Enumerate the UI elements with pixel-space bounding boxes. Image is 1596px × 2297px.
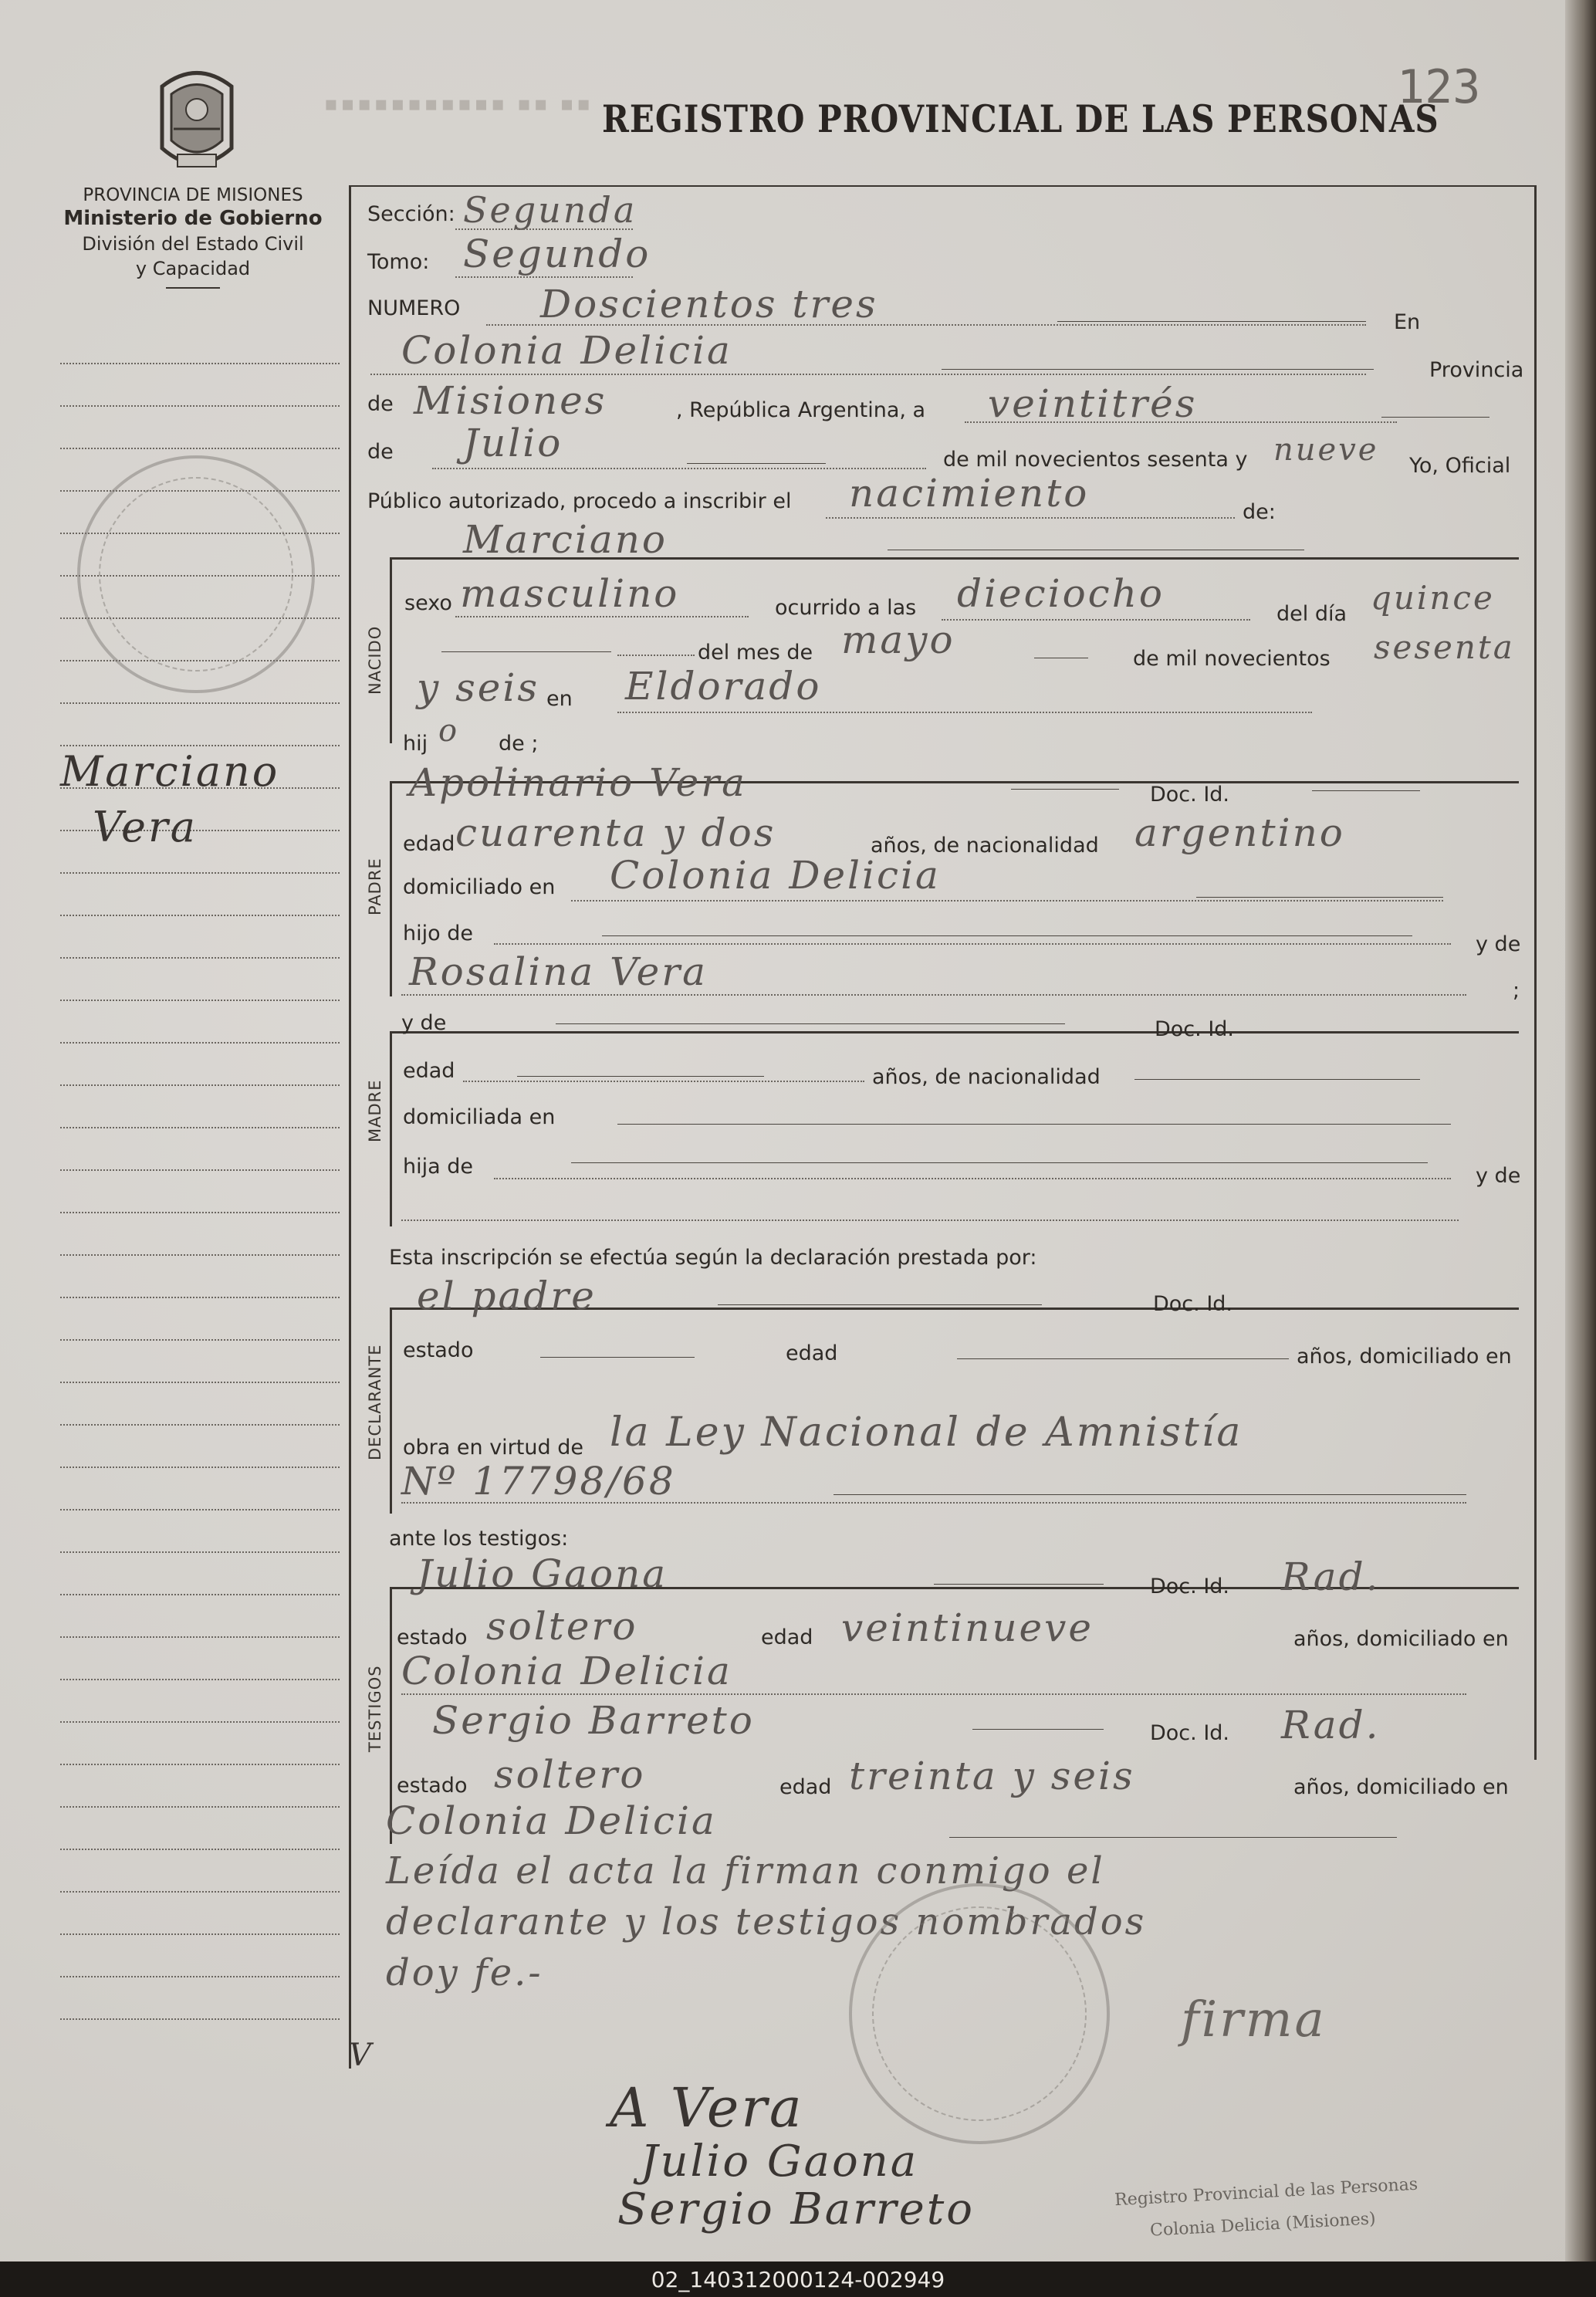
padre-nombre-value: Apolinario Vera [409,760,747,805]
provincia-label: Provincia [1429,358,1524,382]
madre-nac-label: años, de nacionalidad [872,1065,1101,1089]
mes-value: mayo [841,617,955,662]
margin-rule [60,1042,340,1044]
margin-rule [60,1424,340,1426]
madre-bracket [390,1031,1519,1226]
de2-label: de [367,440,394,464]
folio-number: 123 [1397,60,1481,114]
testigo2-domicilio-value: Colonia Delicia [386,1798,717,1843]
side-label-nacido: NACIDO [366,625,384,695]
signature-witness-2: Sergio Barreto [617,2184,975,2234]
testigo2-edad-value: treinta y seis [849,1754,1135,1798]
book-binding-edge [1565,0,1596,2261]
madre-y-de-2-label: y de [1476,1164,1521,1188]
top-border [349,185,1536,187]
margin-rule [60,1891,340,1893]
margin-rule [60,1764,340,1765]
padre-nac-label: años, de nacionalidad [871,834,1099,858]
province-name: PROVINCIA DE MISIONES [83,185,303,205]
padre-semicolon: ; [1513,979,1520,1003]
madre-edad-label: edad [403,1059,455,1083]
ministry-name: Ministerio de Gobierno [63,207,323,230]
anio-value: nueve [1273,432,1379,468]
margin-rule [60,448,340,449]
hij-label: hij [403,732,428,756]
division-line-1: División del Estado Civil [82,233,304,255]
anio-nac-1-value: sesenta [1374,628,1515,666]
obra-label: obra en virtud de [403,1436,583,1460]
anio-nac-2-value: y seis [417,665,540,710]
testigo1-dom-label: años, domiciliado en [1293,1627,1509,1651]
ocurrido-label: ocurrido a las [775,596,917,620]
margin-rule [60,363,340,364]
testigo2-doc-value: Rad. [1281,1703,1381,1747]
testigos-label: ante los testigos: [389,1527,569,1551]
faded-header-bleed: ▪▪▪▪▪▪▪▪▪▪▪ ▪▪ ▪▪ [324,93,593,116]
testigo2-estado-value: soltero [494,1752,646,1797]
document-title: REGISTRO PROVINCIAL DE LAS PERSONAS [602,97,1439,141]
seccion-value: Segunda [463,189,637,231]
madre-hija-label: hija de [403,1155,473,1179]
testigo1-edad-label: edad [761,1625,813,1649]
margin-rule [60,915,340,916]
margin-rule [60,1849,340,1850]
closing-mark: V [349,2038,374,2073]
yo-label: Yo, Oficial [1409,454,1511,478]
de-label: de [367,392,394,416]
tomo-value: Segundo [463,232,651,276]
side-label-testigos: TESTIGOS [366,1665,384,1752]
margin-rule [60,1127,340,1128]
provincia-value: Misiones [414,378,607,423]
closing-line-1: Leída el acta la firman conmigo el [386,1849,1105,1893]
stamp-text-line-2: Colonia Delicia (Misiones) [1149,2209,1377,2241]
margin-rule [60,1509,340,1510]
side-label-declarante: DECLARANTE [366,1344,384,1460]
numero-label: NUMERO [367,296,461,320]
madre-dom-label: domiciliada en [403,1105,556,1129]
obra-value-2: Nº 17798/68 [401,1459,676,1504]
testigo1-domicilio-value: Colonia Delicia [401,1649,732,1693]
margin-rule [60,745,340,746]
margin-rule [60,1933,340,1935]
division-line-2: y Capacidad [135,258,251,279]
de3-label: de: [1243,500,1276,524]
ministry-block [46,185,340,289]
testigo2-doc-label: Doc. Id. [1150,1721,1230,1745]
mil-label: de mil novecientos sesenta y [943,448,1248,472]
sexo-value: masculino [460,571,680,616]
testigo1-edad-value: veintinueve [841,1605,1094,1650]
declarante-estado-label: estado [403,1338,474,1362]
registry-stamp-upper [77,455,315,693]
right-border [1534,185,1537,1760]
seccion-label: Sección: [367,202,455,226]
margin-rule [60,1339,340,1341]
margin-rule [60,1594,340,1595]
en-label: En [1394,310,1421,334]
padre-edad-value: cuarenta y dos [455,810,776,855]
testigo1-estado-label: estado [397,1625,468,1649]
margin-rule [60,1382,340,1383]
nombre-value: Marciano [463,517,668,562]
margin-rule [60,1636,340,1638]
dia-value: quince [1371,579,1495,617]
margin-rule [60,1254,340,1256]
de4-label: de ; [499,732,539,756]
en2-label: en [546,687,573,711]
margin-rule [60,405,340,407]
hora-value: dieciocho [957,571,1165,616]
margin-rule [60,1084,340,1086]
hij-suffix-value: o [438,713,460,749]
declarante-dom-label: años, domiciliado en [1297,1345,1512,1368]
closing-line-3: doy fe.- [386,1951,543,1994]
del-dia-label: del día [1276,602,1347,626]
padre-edad-label: edad [403,832,455,856]
margin-name-first: Marciano [60,747,280,796]
testigo2-nombre-value: Sergio Barreto [432,1698,755,1743]
margin-divider [349,185,351,2069]
margin-rule [60,1679,340,1680]
signature-witness-1: Julio Gaona [641,2136,919,2187]
declarante-edad-label: edad [786,1341,838,1365]
lugar-value: Colonia Delicia [401,328,732,373]
margin-rule [60,1000,340,1001]
testigo1-estado-value: soltero [486,1604,638,1649]
padre-hijo-label: hijo de [403,922,473,946]
padre-doc-label: Doc. Id. [1150,783,1230,807]
margin-rule [60,1551,340,1553]
side-label-madre: MADRE [366,1079,384,1142]
margin-rule [60,1466,340,1468]
tipo-value: nacimiento [849,471,1090,516]
margin-rule [60,957,340,959]
margin-rule [60,2018,340,2020]
testigo1-nombre-value: Julio Gaona [417,1551,668,1596]
padre-dom-label: domiciliado en [403,875,556,899]
margin-rule [60,1721,340,1723]
margin-rule [60,1976,340,1977]
padre-nacionalidad-value: argentino [1134,810,1345,855]
testigo2-estado-label: estado [397,1774,468,1798]
testigo1-doc-value: Rad. [1281,1554,1381,1599]
declaracion-label: Esta inscripción se efectúa según la declaración prestada por: [389,1246,1037,1270]
sexo-label: sexo [404,591,452,615]
side-label-padre: PADRE [366,858,384,915]
mes-inscripcion-value: Julio [463,421,563,465]
republica-label: , República Argentina, a [676,398,926,422]
madre-y-de-label: y de [401,1011,447,1035]
stamp-text-line-1: Registro Provincial de las Personas [1114,2174,1418,2211]
testigo2-dom-label: años, domiciliado en [1293,1775,1509,1799]
margin-rule [60,702,340,704]
margin-rule [60,1212,340,1213]
closing-line-2: declarante y los testigos nombrados [386,1900,1147,1943]
del-mes-label: del mes de [698,641,813,665]
signature-official: firma [1181,1991,1327,2048]
madre-doc-label: Doc. Id. [1155,1017,1235,1041]
padre-y-de-label: y de [1476,932,1521,956]
registry-stamp-lower [849,1883,1110,2144]
declarante-value: el padre [417,1274,597,1318]
numero-value: Doscientos tres [540,282,878,326]
coat-of-arms-seal [154,63,239,179]
obra-value-1: la Ley Nacional de Amnistía [610,1409,1243,1456]
testigo2-edad-label: edad [779,1775,832,1799]
publico-label: Público autorizado, procedo a inscribir el [367,489,792,513]
image-id-caption: 02_140312000124-002949 [651,2267,945,2292]
tomo-label: Tomo: [367,250,430,274]
signature-father: A Vera [610,2076,804,2140]
abuela-value: Rosalina Vera [409,949,708,994]
declarante-doc-label: Doc. Id. [1153,1292,1233,1316]
margin-rule [60,1297,340,1298]
margin-rule [60,1169,340,1171]
margin-rule [60,872,340,874]
testigo1-doc-label: Doc. Id. [1150,1575,1230,1598]
padre-domicilio-value: Colonia Delicia [610,853,941,898]
margin-rule [60,1806,340,1808]
dia-inscripcion-value: veintitrés [988,381,1198,426]
lugar-nac-value: Eldorado [625,664,822,709]
margin-name-last: Vera [93,803,198,851]
mil2-label: de mil novecientos [1133,647,1331,671]
